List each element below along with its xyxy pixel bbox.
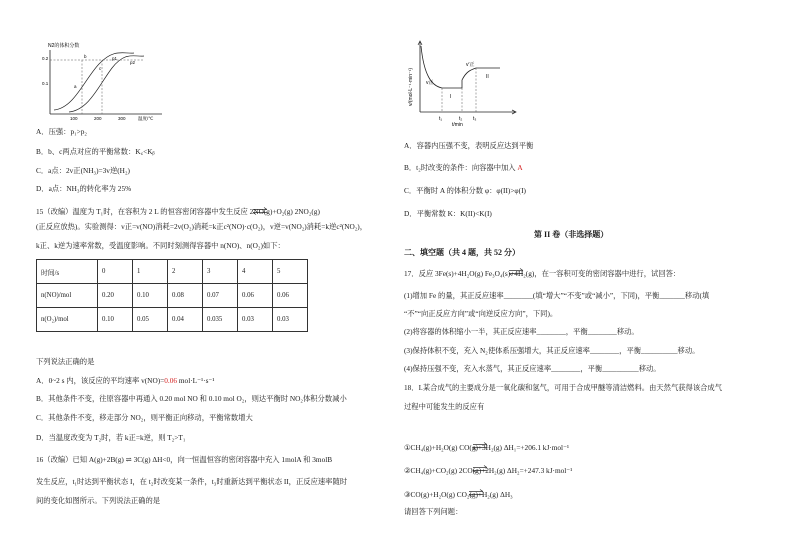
table-cell: 2 bbox=[168, 260, 203, 284]
n2-fraction-graph bbox=[44, 40, 184, 122]
q15-option-d: D．当温度改变为 T₂时，若 k正=k逆，则 T₂>T₁ bbox=[36, 433, 186, 442]
table-cell: 0.05 bbox=[133, 308, 168, 332]
q16-option-c: C．平衡时 A 的体积分数 φ：φ(II)>φ(I) bbox=[404, 186, 526, 195]
q16-option-d: D．平衡常数 K：K(II)<K(I) bbox=[404, 209, 492, 218]
y-tick-0.1: 0.1 bbox=[42, 81, 49, 86]
equilibrium-arrow-icon bbox=[472, 465, 488, 473]
label-v-forward: v正 bbox=[426, 80, 434, 86]
point-b: b bbox=[84, 54, 87, 59]
table-cell: 5 bbox=[273, 260, 308, 284]
equilibrium-arrow-icon bbox=[508, 268, 524, 276]
q17-part-4: (4)保持压强不变，充入水蒸气，其正反应速率________，平衡__________移动。 bbox=[404, 364, 661, 373]
q14-option-a: A．压强：p₁>p₂ bbox=[36, 127, 87, 136]
table-cell: 3 bbox=[203, 260, 238, 284]
table-cell: 0.10 bbox=[133, 284, 168, 308]
right-column bbox=[404, 0, 758, 560]
table-cell: 0.04 bbox=[168, 308, 203, 332]
q18-stem-line-1: 18．I.某合成气的主要成分是一氧化碳和氢气，可用于合成甲醚等清洁燃料。由天然气获得该合成气 bbox=[404, 383, 723, 392]
rate-time-graph bbox=[404, 36, 524, 126]
q17-stem: 17．反应 3Fe(s)+4H₂O(g) Fe₃O₄(s)+4H₂(g)，在一容积可变的密闭容器中进行，试回答： bbox=[404, 269, 681, 278]
curve-p1 bbox=[54, 53, 134, 110]
reaction-1: ①CH₄(g)+H₂O(g) CO(g)+3H₂(g) ΔH₁=+206.1 kJ·mol⁻¹ bbox=[404, 443, 570, 452]
q15-option-b: B．其他条件不变，往原容器中再通入 0.20 mol NO 和 0.10 mol O₂，则达平衡时 NO₂体积分数减小 bbox=[36, 394, 347, 403]
reaction-2: ②CH₄(g)+CO₂(g) 2CO(g)+2H₂(g) ΔH₂=+247.3 kJ·mol⁻¹ bbox=[404, 466, 573, 475]
table-header-row bbox=[37, 260, 308, 284]
q15-prompt: 下列说法正确的是 bbox=[36, 357, 95, 366]
q16-stem-line-1: 16（改编）已知 A(g)+2B(g) ⇌ 3C(g) ΔH<0，向一恒温恒容的密闭容器中充入 1molA 和 3molB bbox=[36, 455, 333, 464]
label-state-2: II bbox=[486, 74, 489, 80]
graph-xlabel: 温度/℃ bbox=[138, 116, 154, 121]
q16-stem-line-2: 发生反应，t₁时达到平衡状态 I，在 t₂时改变某一条件，t₃时重新达到平衡状态 II，正反应速率随时 bbox=[36, 477, 348, 486]
equilibrium-arrow-icon bbox=[252, 207, 268, 215]
x-tick-300: 300 bbox=[118, 116, 126, 121]
tick-t1: t₁ bbox=[439, 116, 443, 122]
table-cell: n(NO)/mol bbox=[37, 284, 98, 308]
q15-a-text: A．0~2 s 内，该反应的平均速率 v(NO)= bbox=[36, 376, 165, 385]
q14-option-d: D．a点：NH₃的转化率为 25% bbox=[36, 184, 132, 193]
q18-stem-line-2: 过程中可能发生的反应有 bbox=[404, 402, 485, 411]
graph-xlabel: t/min bbox=[452, 122, 463, 128]
left-column bbox=[36, 0, 386, 560]
q15-a-unit: mol·L⁻¹·s⁻¹ bbox=[177, 376, 215, 385]
table-cell: 0.20 bbox=[98, 284, 133, 308]
curve-label-p1: p1 bbox=[112, 56, 118, 61]
label-state-1: I bbox=[450, 94, 452, 100]
q16-stem-line-3: 间的变化如图所示。下列说法正确的是 bbox=[36, 496, 161, 505]
reaction-3: ③CO(g)+H₂O(g) CO₂(g)+H₂(g) ΔH₃ bbox=[404, 490, 513, 499]
table-cell: 0.07 bbox=[203, 284, 238, 308]
table-row bbox=[37, 308, 308, 332]
table-cell: 0.035 bbox=[203, 308, 238, 332]
table-row bbox=[37, 284, 308, 308]
q17-part-1: (1)增加 Fe 的量，其正反应速率________(填“增大”“不变”或“减小”，下同)，平衡_______移动(填 bbox=[404, 291, 710, 300]
equilibrium-arrow-icon bbox=[472, 442, 488, 450]
q15-data-table bbox=[36, 259, 308, 332]
q15-a-highlight: 0.06 bbox=[164, 376, 178, 385]
q17-part-1-cont: “不”“向正反应方向”或“向逆反应方向”，下同)。 bbox=[404, 309, 558, 318]
y-tick-0.2: 0.2 bbox=[42, 56, 49, 61]
q14-option-c: C．a点：2v正(NH₃)=3v逆(H₂) bbox=[36, 166, 130, 175]
table-cell: 0.03 bbox=[238, 308, 273, 332]
curve-label-p2: p2 bbox=[130, 60, 136, 65]
x-tick-200: 200 bbox=[94, 116, 102, 121]
table-cell: 0.06 bbox=[238, 284, 273, 308]
equilibrium-arrow-icon bbox=[468, 489, 484, 497]
point-c: c bbox=[99, 66, 102, 71]
table-cell: 1 bbox=[133, 260, 168, 284]
tick-t2: t₂ bbox=[459, 116, 463, 122]
q15-option-a bbox=[36, 376, 214, 385]
table-cell: 0.03 bbox=[273, 308, 308, 332]
table-cell: 4 bbox=[238, 260, 273, 284]
point-a: a bbox=[74, 84, 77, 89]
q15-stem-line-2: (正反应放热)。实验测得：v正=v(NO)消耗=2v(O₂)消耗=k正c²(NO)·c(O₂)，v逆=v(NO₂)消耗=k逆c²(NO₂)， bbox=[36, 222, 368, 231]
q14-option-b: B．b、c两点对应的平衡常数：K꜀<Kᵦ bbox=[36, 147, 155, 156]
graph-ylabel: v/(mol·L⁻¹·min⁻¹) bbox=[408, 67, 414, 106]
table-cell: 0 bbox=[98, 260, 133, 284]
q16-b-text: B．t₂时改变的条件：向容器中加入 bbox=[404, 163, 518, 172]
q17-part-3: (3)保持体积不变，充入 N₂使体系压强增大，其正反应速率________，平衡__________移动。 bbox=[404, 346, 700, 355]
q16-option-b bbox=[404, 163, 523, 172]
label-v-forward-prime: v′正 bbox=[466, 62, 475, 68]
q15-option-c: C．其他条件不变，移走部分 NO₂，则平衡正向移动，平衡常数增大 bbox=[36, 413, 253, 422]
tick-t3: t₃ bbox=[473, 116, 477, 122]
section-heading: 二、填空题（共 4 题，共 52 分） bbox=[404, 248, 520, 257]
table-cell: 0.08 bbox=[168, 284, 203, 308]
q16-b-highlight: A bbox=[517, 163, 523, 172]
table-cell: n(O₂)/mol bbox=[37, 308, 98, 332]
q16-option-a: A．容器内压强不变，表明反应达到平衡 bbox=[404, 141, 534, 150]
table-cell: 0.06 bbox=[273, 284, 308, 308]
graph-ylabel: N2的体积分数 bbox=[48, 43, 80, 49]
q15-stem-line-3: k正、k逆为速率常数，受温度影响。不同时刻测得容器中 n(NO)、n(O₂)如下： bbox=[36, 241, 285, 250]
q18-prompt: 请回答下列问题： bbox=[404, 507, 463, 516]
q15-stem-line-1: 15（改编）温度为 T₁时，在容积为 2 L 的恒容密闭容器中发生反应 2NO(g)+O₂(g) 2NO₂(g) bbox=[36, 207, 320, 216]
q17-part-2: (2)将容器的体积缩小一半，其正反应速率________，平衡________移动。 bbox=[404, 327, 639, 336]
table-cell: 0.10 bbox=[98, 308, 133, 332]
table-cell: 时间/s bbox=[37, 260, 98, 284]
x-tick-100: 100 bbox=[70, 116, 78, 121]
part-2-title: 第 II 卷（非选择题） bbox=[534, 230, 609, 239]
